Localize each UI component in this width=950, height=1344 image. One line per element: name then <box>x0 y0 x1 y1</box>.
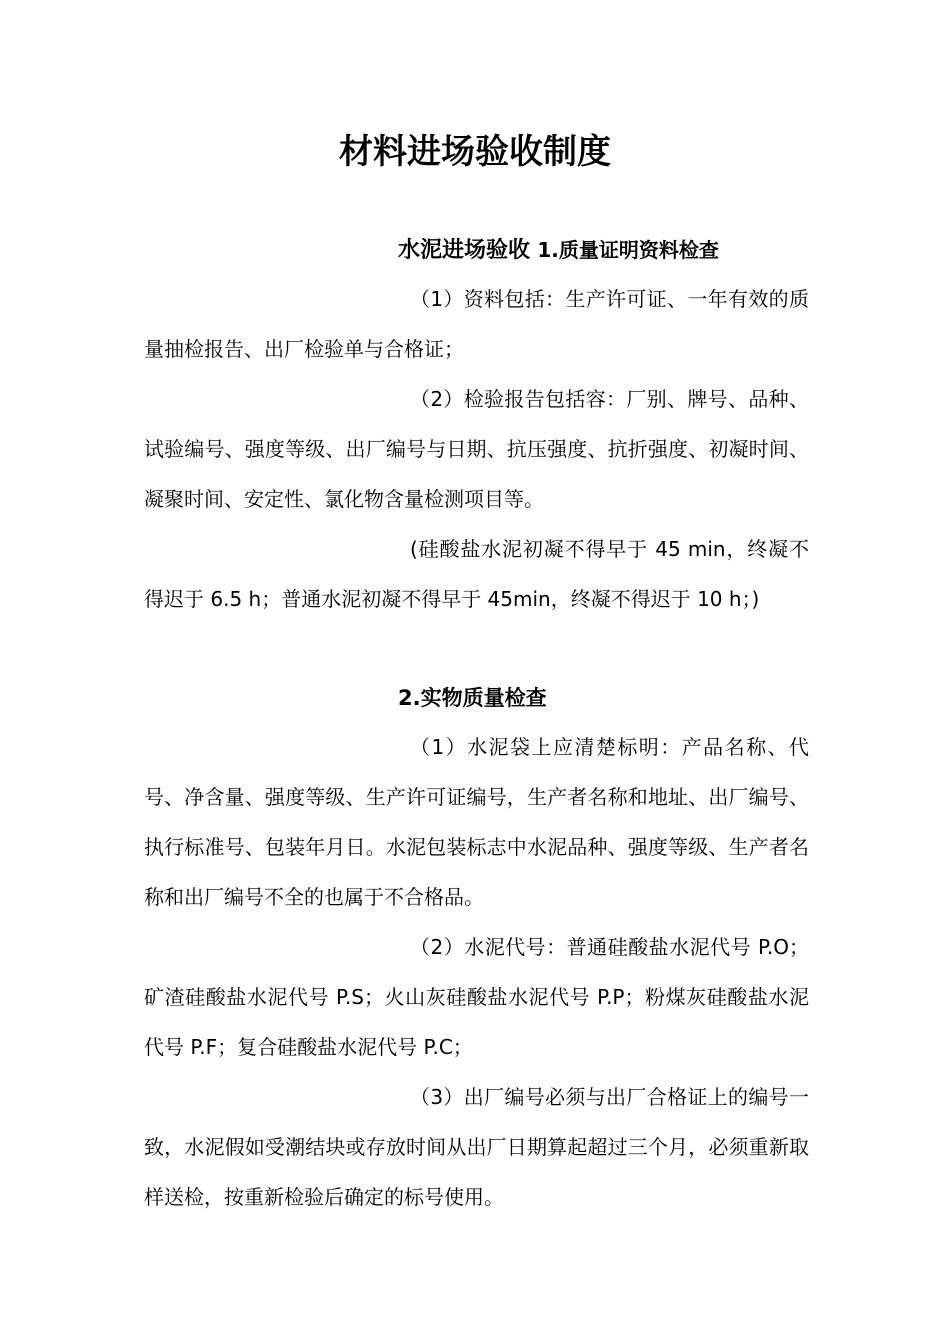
section-heading-physical-quality: 2.实物质量检查 <box>398 686 547 710</box>
section-heading-main: 水泥进场验收 <box>398 238 531 263</box>
paragraph-test-report-contents: （2）检验报告包括容：厂别、牌号、品种、试验编号、强度等级、出厂编号与日期、抗压强度、抗折强度、初凝时间、凝聚时间、安定性、氯化物含量检测项目等。 <box>144 387 809 511</box>
document-title: 材料进场验收制度 <box>339 132 611 172</box>
paragraph-documents-included: （1）资料包括：生产许可证、一年有效的质量抽检报告、出厂检验单与合格证； <box>144 287 809 361</box>
paragraph-factory-number-retest: （3）出厂编号必须与出厂合格证上的编号一致，水泥假如受潮结块或存放时间从出厂日期算起超过三个月，必须重新取样送检，按重新检验后确定的标号使用。 <box>144 1085 809 1209</box>
paragraph-bag-labeling: （1）水泥袋上应清楚标明：产品名称、代号、净含量、强度等级、生产许可证编号，生产者名称和地址、出厂编号、执行标准号、包装年月日。水泥包装标志中水泥品种、强度等级、生产者名称和出厂编号不全的也属于不合格品。 <box>144 735 809 909</box>
paragraph-cement-codes: （2）水泥代号：普通硅酸盐水泥代号 P.O；矿渣硅酸盐水泥代号 P.S；火山灰硅酸盐水泥代号 P.P；粉煤灰硅酸盐水泥代号 P.F；复合硅酸盐水泥代号 P.C； <box>144 935 809 1059</box>
section-heading-cement-acceptance <box>398 235 719 266</box>
section-subheading-quality-documents: 1.质量证明资料检查 <box>537 238 719 262</box>
paragraph-setting-time-requirements: (硅酸盐水泥初凝不得早于 45 min，终凝不得迟于 6.5 h；普通水泥初凝不得早于 45min，终凝不得迟于 10 h；) <box>144 537 809 611</box>
